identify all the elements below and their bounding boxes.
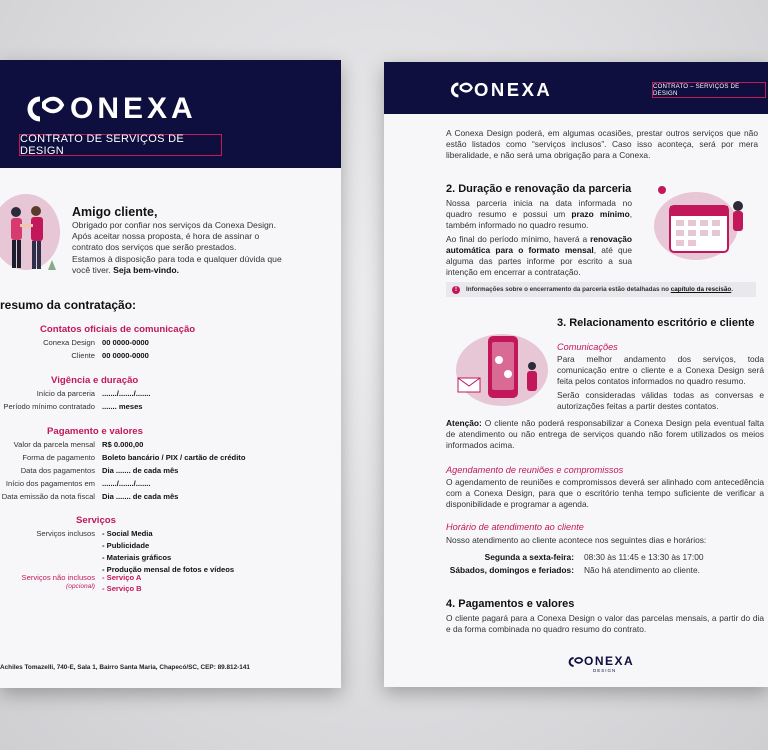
vigencia-value: ....... meses xyxy=(102,402,143,411)
pagamento-label: Valor da parcela mensal xyxy=(13,440,95,449)
communications-subtitle: Comunicações xyxy=(557,342,618,352)
greeting-paragraph-2: Estamos à disposição para toda e qualquer dúvida que você tiver. Seja bem-vindo. xyxy=(72,254,282,275)
summary-title: resumo da contratação: xyxy=(0,298,137,312)
servico-item: - Produção mensal de fotos e vídeos xyxy=(102,565,235,574)
pagamento-value: R$ 0.000,00 xyxy=(102,440,144,449)
rescission-link[interactable]: capítulo da rescisão xyxy=(670,286,732,293)
pagamento-title: Pagamento e valores xyxy=(47,426,143,437)
servico-item: - Materiais gráficos xyxy=(102,553,172,562)
phone-communication-illustration-icon xyxy=(450,326,552,410)
contact-label: Cliente xyxy=(71,351,95,360)
rescission-notice: ! Informações sobre o encerramento da parceria estão detalhadas no capítulo da rescisão . xyxy=(446,282,756,297)
servicos-title: Serviços xyxy=(76,515,117,526)
contract-badge: CONTRATO – SERVIÇOS DE DESIGN xyxy=(652,82,766,98)
servico-not-included-item: - Serviço A xyxy=(102,573,142,582)
conexa-logo-mark-icon xyxy=(568,656,584,668)
alert-icon: ! xyxy=(452,286,460,294)
greeting-title: Amigo cliente, xyxy=(72,205,158,219)
footer-logo: ONEXA xyxy=(568,654,634,668)
contract-page-left xyxy=(0,60,341,688)
attention-paragraph: Atenção: O cliente não poderá responsabilizar a Conexa Design pela eventual falta de atendimento ou não entrega de serviços quando não forem utilizados os meios informados acima. xyxy=(446,418,764,450)
vigencia-label: Início da parceria xyxy=(36,389,95,398)
hours-intro: Nosso atendimento ao cliente acontece nos seguintes dias e horários: xyxy=(446,535,707,545)
vigencia-label: Período mínimo contratado xyxy=(3,402,95,411)
hours-row-value: 08:30 às 11:45 e 13:30 às 17:00 xyxy=(584,552,704,562)
contract-page-right xyxy=(384,62,768,687)
left-header xyxy=(0,60,341,168)
pagamento-value: Dia ....... de cada mês xyxy=(102,466,179,475)
conexa-logo-mark-icon xyxy=(26,95,66,123)
conexa-logo-mark-icon xyxy=(450,81,474,99)
contact-value: 00 0000-0000 xyxy=(102,351,149,360)
communications-paragraph-2: Serão consideradas válidas todas as conversas e autorizações feitas a partir destes contatos. xyxy=(557,390,764,411)
hours-row-label: Segunda a sexta-feira: xyxy=(484,552,574,562)
logo-text: ONEXA xyxy=(474,79,553,100)
servico-not-included-item: - Serviço B xyxy=(102,584,142,593)
section-4-title: 4. Pagamentos e valores xyxy=(446,598,575,610)
pagamento-value: Boleto bancário / PIX / cartão de crédito xyxy=(102,453,246,462)
hours-subtitle: Horário de atendimento ao cliente xyxy=(446,522,584,532)
optional-label: (opcional) xyxy=(66,583,95,590)
pagamento-value: Dia ....... de cada mês xyxy=(102,492,179,501)
contract-title-box: CONTRATO DE SERVIÇOS DE DESIGN xyxy=(19,134,222,156)
scheduling-subtitle: Agendamento de reuniões e compromissos xyxy=(446,465,624,475)
servico-item: - Publicidade xyxy=(102,541,150,550)
conexa-logo xyxy=(26,92,197,126)
pagamento-value: ......./......./....... xyxy=(102,479,151,488)
handshake-illustration-icon xyxy=(0,190,66,280)
scheduling-paragraph: O agendamento de reuniões e compromissos deverá ser alinhado com antecedência com a Conexa Design, para que o escritório tenha tempo suficiente de verificar a disponibilidade e programar a agenda. xyxy=(446,477,764,509)
hours-row-value: Não há atendimento ao cliente. xyxy=(584,565,700,575)
hours-row-label: Sábados, domingos e feriados: xyxy=(449,565,574,575)
logo-text: ONEXA xyxy=(70,92,197,125)
servico-item: - Social Media xyxy=(102,529,153,538)
pagamento-label: Início dos pagamentos em xyxy=(5,479,95,488)
pagamento-label: Data emissão da nota fiscal xyxy=(1,492,95,501)
conexa-logo xyxy=(450,79,552,101)
contacts-title: Contatos oficiais de comunicação xyxy=(40,324,196,335)
servicos-not-included-label: Serviços não inclusos xyxy=(21,573,95,582)
section-2-title: 2. Duração e renovação da parceria xyxy=(446,183,632,195)
section-4-paragraph: O cliente pagará para a Conexa Design o valor das parcelas mensais, a partir do dia e da forma combinada no quadro resumo do contrato. xyxy=(446,613,764,634)
servicos-included-label: Serviços inclusos xyxy=(36,529,95,538)
communications-paragraph-1: Para melhor andamento dos serviços, toda comunicação entre o cliente e a Conexa Design será feita pelos contatos informados no quadro resumo. xyxy=(557,354,764,386)
footer-logo-sub: DESIGN xyxy=(593,668,617,673)
section-2-paragraph-1: Nossa parceria inicia na data informada no quadro resumo e possui um prazo mínimo, também informado no quadro resumo. xyxy=(446,198,633,230)
calendar-illustration-icon xyxy=(650,180,750,266)
intro-paragraph: A Conexa Design poderá, em algumas ocasiões, prestar outros serviços que não estão listados como “serviços inclusos”. Caso isso aconteça, será por mera liberalidade, e não será uma obrigação para a Conexa. xyxy=(446,128,758,160)
right-header xyxy=(384,62,768,114)
section-3-title: 3. Relacionamento escritório e cliente xyxy=(557,317,755,329)
pagamento-label: Data dos pagamentos xyxy=(20,466,95,475)
pagamento-label: Forma de pagamento xyxy=(22,453,95,462)
contact-value: 00 0000-0000 xyxy=(102,338,149,347)
greeting-paragraph-1: Obrigado por confiar nos serviços da Conexa Design. Após aceitar nossa proposta, é hora de assinar o contrato dos serviços que serão prestados. xyxy=(72,220,276,252)
contact-label: Conexa Design xyxy=(43,338,95,347)
footer-address: Achiles Tomazelli, 740-E, Sala 1, Bairro Santa Maria, Chapecó/SC, CEP: 89.812-141 xyxy=(0,664,250,671)
vigencia-value: ......./......./....... xyxy=(102,389,151,398)
section-2-paragraph-2: Ao final do período mínimo, haverá a renovação automática para o formato mensal, até que alguma das partes informe por escrito a sua intenção em encerrar a contratação. xyxy=(446,234,633,277)
vigencia-title: Vigência e duração xyxy=(51,375,139,386)
